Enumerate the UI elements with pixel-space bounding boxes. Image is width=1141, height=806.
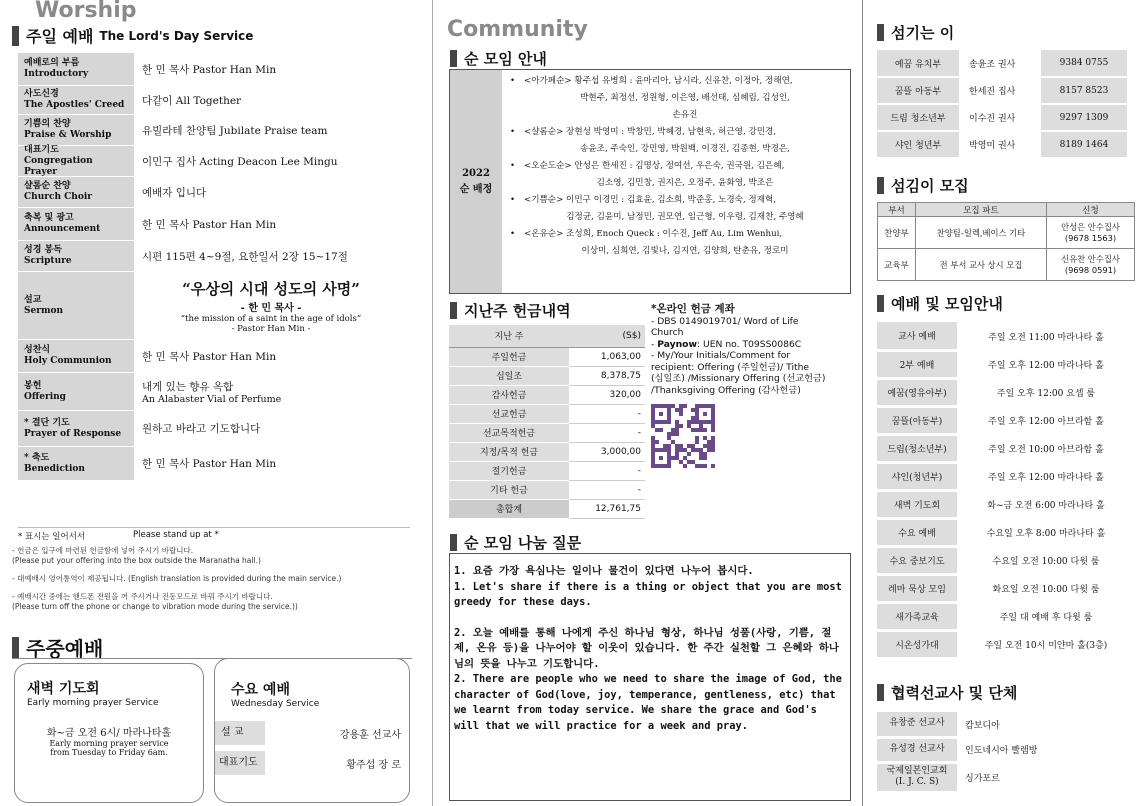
meeting-name: 수요 중보기도 bbox=[877, 546, 957, 574]
item-value: 예배자 입니다 bbox=[142, 186, 207, 199]
offering-row bbox=[449, 366, 645, 385]
meeting-row bbox=[877, 630, 1135, 658]
item-label-ko: * 결단 기도 bbox=[24, 417, 70, 428]
meeting-name: 교사 예배 bbox=[877, 322, 957, 350]
sermon-pastor: - 한 민 목사 - bbox=[240, 302, 302, 314]
meeting-time: 수요일 오전 10:00 다윗 룸 bbox=[992, 556, 1100, 567]
item-value: 내게 있는 향유 옥합 bbox=[142, 380, 234, 393]
group-entry bbox=[506, 158, 846, 192]
offering-type: 선교헌금 bbox=[449, 404, 569, 423]
item-label-ko: 대표기도 bbox=[24, 144, 59, 155]
server-row bbox=[877, 104, 1127, 131]
recruit-part: 찬양팀-일렉,베이스 기타 bbox=[916, 217, 1047, 249]
item-label-ko: 예배로의 부름 bbox=[24, 58, 80, 68]
item-value: 한 민 목사 Pastor Han Min bbox=[142, 350, 277, 363]
item-label-en: Prayer of Response bbox=[24, 428, 122, 439]
group-title: 순 모임 안내 bbox=[450, 48, 547, 69]
server-cell: 샤인 청년부 bbox=[877, 131, 959, 158]
group-entry bbox=[506, 226, 846, 260]
sermon-title-en: “the mission of a saint in the age of idols” bbox=[180, 313, 362, 324]
server-cell: 9384 0755 bbox=[1041, 50, 1127, 77]
meeting-time: 화요일 오전 10:00 다윗 룸 bbox=[992, 584, 1100, 595]
item-label-ko: 성찬식 bbox=[24, 345, 51, 355]
meeting-name: 2부 예배 bbox=[877, 350, 957, 378]
bullet-icon: • bbox=[510, 127, 516, 137]
item-label-ko: 샬롬순 찬양 bbox=[24, 181, 71, 191]
meeting-row bbox=[877, 406, 1135, 434]
recruit-title: 섬김이 모집 bbox=[877, 175, 969, 196]
group-entry bbox=[506, 124, 846, 158]
server-row bbox=[877, 77, 1127, 104]
item-label-en: Announcement bbox=[24, 224, 101, 234]
meeting-name: 수요 예배 bbox=[877, 518, 957, 546]
group-line: 송윤조, 주숙인, 강민영, 박원백, 이경진, 김종현, 박경은, bbox=[580, 144, 790, 154]
item-label-en: Congregation Prayer bbox=[24, 155, 93, 177]
sermon-item bbox=[18, 272, 408, 340]
servers-table bbox=[877, 50, 1127, 159]
order-item bbox=[18, 340, 408, 373]
mission-name: 유창준 선교사 bbox=[877, 712, 957, 737]
column-divider bbox=[432, 0, 433, 806]
meeting-row bbox=[877, 546, 1135, 574]
meeting-time: 주일 오전 10시 미얀마 홀(3층) bbox=[984, 640, 1108, 651]
item-value: 시편 115편 4~9절, 요한일서 2장 15~17절 bbox=[142, 250, 348, 263]
offering-row bbox=[449, 385, 645, 404]
recruit-dept: 교육부 bbox=[878, 249, 916, 281]
meeting-name: 샤인(청년부) bbox=[877, 462, 957, 490]
order-item bbox=[18, 86, 408, 115]
bullet-icon: • bbox=[510, 229, 516, 239]
offering-type: 선교목적헌금 bbox=[449, 423, 569, 442]
recruit-row bbox=[878, 249, 1135, 281]
meeting-time: 주일 오후 12:00 아브라함 홀 bbox=[988, 416, 1104, 427]
server-cell: 이수진 권사 bbox=[959, 104, 1041, 131]
community-heading: Community bbox=[447, 17, 588, 42]
servers-title: 섬기는 이 bbox=[877, 22, 954, 43]
item-value-en: An Alabaster Vial of Perfume bbox=[142, 393, 282, 405]
info-column bbox=[862, 0, 1141, 806]
item-label-ko: 기쁨의 찬양 bbox=[24, 119, 71, 129]
group-line: <샬롬순> 장현성 박영미 : 박창민, 박혜경, 남현욱, 허근영, 강민경, bbox=[524, 127, 777, 137]
bullet-icon: • bbox=[510, 195, 516, 205]
group-line: <아가페순> 황주섭 유병희 : 윤마리아, 남시라, 신유찬, 이정아, 정해연, bbox=[524, 76, 793, 86]
item-label-en: Praise & Worship bbox=[24, 130, 112, 140]
meeting-time: 주일 대 예배 후 다윗 룸 bbox=[999, 612, 1093, 623]
meeting-name: 예꿈(영유아부) bbox=[877, 378, 957, 406]
meeting-row bbox=[877, 462, 1135, 490]
sermon-pastor-en: - Pastor Han Min - bbox=[231, 323, 311, 334]
meeting-row bbox=[877, 350, 1135, 378]
meeting-time: 주일 오후 12:00 요셉 룸 bbox=[996, 388, 1096, 399]
mission-name: 국제일본인교회 (I. J. C. S) bbox=[877, 762, 957, 792]
item-label-ko: * 축도 bbox=[24, 452, 50, 463]
order-item bbox=[18, 411, 408, 447]
item-label-en: Introductory bbox=[24, 69, 89, 79]
share-title: 순 모임 나눔 질문 bbox=[450, 532, 581, 553]
col-head: 지난 주 bbox=[449, 325, 569, 347]
recruit-table bbox=[877, 202, 1135, 281]
meeting-row bbox=[877, 322, 1135, 350]
offering-type: 주일헌금 bbox=[449, 347, 569, 366]
bullet-icon: • bbox=[510, 76, 516, 86]
meeting-time: 주일 오후 12:00 마라나타 홀 bbox=[988, 472, 1104, 483]
meeting-name: 시온성가대 bbox=[877, 630, 957, 658]
order-item bbox=[18, 53, 408, 86]
meeting-name: 꿈뜰(아동부) bbox=[877, 406, 957, 434]
service-notes: - 헌금은 입구에 마련된 헌금함에 넣어 주시기 바랍니다. (Please put your offering into the box outside the Maranatha hall.) - 대예배시 영어통역이 제공됩니다. (English translation is provided during the main service.) - 예배시간 중에는 핸드폰 전원을 꺼 주시거나 진동모드로 바꿔 주시기 바랍니다. (Please turn off the phone or change to vibration mode during the service.)) bbox=[12, 546, 342, 611]
item-value: 유빌라테 찬양팀 Jubilate Praise team bbox=[142, 124, 328, 137]
group-line: 김정균, 김윤미, 남정민, 권모연, 임근형, 이우령, 김재찬, 주영혜 bbox=[566, 212, 804, 222]
meeting-name: 새벽 기도회 bbox=[877, 490, 957, 518]
group-entry bbox=[506, 73, 846, 124]
wednesday-box: 수요 예배 Wednesday Service 설 교 강용훈 선교사 대표기도 황주섭 장 로 bbox=[214, 658, 410, 803]
order-item bbox=[18, 146, 408, 177]
offering-type: 기타 헌금 bbox=[449, 480, 569, 499]
offering-amount: - bbox=[569, 423, 645, 442]
recruit-row bbox=[878, 217, 1135, 249]
meeting-time: 수요일 오후 8:00 마라나타 홀 bbox=[986, 528, 1106, 539]
offering-amount: 320,00 bbox=[569, 385, 645, 404]
item-value: 원하고 바라고 기도합니다 bbox=[142, 423, 261, 435]
item-label-ko: 성경 봉독 bbox=[24, 245, 62, 255]
weekday-title: 주중예배 bbox=[12, 633, 103, 662]
server-cell: 8189 1464 bbox=[1041, 131, 1127, 158]
group-line: <오순도순> 안성은 한세진 : 김명상, 정여선, 우은숙, 권국원, 김은혜, bbox=[524, 161, 785, 171]
order-item bbox=[18, 241, 408, 272]
community-column bbox=[445, 0, 855, 806]
group-line: 손유진 bbox=[672, 110, 698, 120]
meeting-row bbox=[877, 378, 1135, 406]
meeting-name: 레마 묵상 모임 bbox=[877, 574, 957, 602]
offering-amount: 8,378,75 bbox=[569, 366, 645, 385]
offering-row bbox=[449, 423, 645, 442]
sermon-label-en: Sermon bbox=[24, 305, 64, 316]
group-line: <기쁨순> 이민구 이경민 : 김효윤, 김소희, 박준홍, 노경숙, 정재혁, bbox=[524, 195, 777, 205]
server-row bbox=[877, 50, 1127, 77]
server-cell: 드림 청소년부 bbox=[877, 104, 959, 131]
order-item bbox=[18, 177, 408, 208]
online-offering: *온라인 헌금 계좌 - DBS 0149019701/ Word of Life Church - Paynow: UEN no. T09SS0086C - My/Your Initials/Comment for recipient: Offering (주일헌금)/ Tithe (십일조) /Missionary Offering (선교헌금) /Thanksgiving Offering (감사헌금) bbox=[651, 304, 851, 468]
mission-name: 유성경 선교사 bbox=[877, 737, 957, 762]
server-row bbox=[877, 131, 1127, 158]
group-entry bbox=[506, 192, 846, 226]
item-value: 이민구 집사 Acting Deacon Lee Mingu bbox=[142, 155, 338, 168]
item-label-en: Holy Communion bbox=[24, 356, 112, 366]
meeting-name: 새가족교육 bbox=[877, 602, 957, 630]
mission-location: 캄보디아 bbox=[965, 721, 1000, 731]
meeting-row bbox=[877, 434, 1135, 462]
server-cell: 8157 8523 bbox=[1041, 77, 1127, 104]
item-label-ko: 봉헌 bbox=[24, 380, 42, 391]
offering-row bbox=[449, 461, 645, 480]
offering-amount: - bbox=[569, 461, 645, 480]
meeting-time: 화~금 오전 6:00 마라나타 홀 bbox=[987, 500, 1105, 511]
meeting-time: 주일 오후 12:00 마라나타 홀 bbox=[988, 360, 1104, 371]
mission-row bbox=[877, 737, 1135, 762]
sermon-title: “우상의 시대 성도의 사명” bbox=[182, 279, 360, 298]
recruit-phone: (9678 1563) bbox=[1064, 232, 1117, 243]
mission-row bbox=[877, 762, 1135, 792]
offering-amount: - bbox=[569, 480, 645, 499]
item-value: 다같이 All Together bbox=[142, 94, 242, 107]
offering-type: 감사헌금 bbox=[449, 385, 569, 404]
server-cell: 송윤조 권사 bbox=[959, 50, 1041, 77]
recruit-contact: 신유찬 안수집사 bbox=[1061, 253, 1120, 264]
missions-table bbox=[877, 712, 1135, 794]
server-cell: 박영미 권사 bbox=[959, 131, 1041, 158]
meetings-table bbox=[877, 322, 1135, 660]
mission-location: 싱가포르 bbox=[965, 773, 1000, 784]
stand-note: * 표시는 일어서서 Please stand up at * bbox=[18, 527, 410, 542]
group-line: 김소영, 김민창, 권지은, 오정주, 윤화영, 박조은 bbox=[596, 178, 774, 188]
meeting-name: 드림(청소년부) bbox=[877, 434, 957, 462]
sermon-label-ko: 설교 bbox=[24, 294, 42, 305]
missions-title: 협력선교사 및 단체 bbox=[877, 682, 1017, 703]
item-label-ko: 축복 및 광고 bbox=[24, 213, 74, 223]
order-item bbox=[18, 447, 408, 481]
offering-row bbox=[449, 347, 645, 366]
offering-row bbox=[449, 480, 645, 499]
offering-type: 총합계 bbox=[449, 499, 569, 518]
group-line: <온유순> 조성희, Enoch Queck : 이수진, Jeff Au, Lim Wenhui, bbox=[524, 229, 783, 239]
mission-location: 인도네시아 빨렘방 bbox=[965, 746, 1038, 756]
order-of-service bbox=[18, 53, 408, 481]
server-cell: 예꿈 유치부 bbox=[877, 50, 959, 77]
recruit-dept: 찬양부 bbox=[878, 217, 916, 249]
server-cell: 9297 1309 bbox=[1041, 104, 1127, 131]
bullet-icon: • bbox=[510, 161, 516, 171]
item-label-ko: 사도신경 bbox=[24, 89, 59, 99]
item-value: 한 민 목사 Pastor Han Min bbox=[142, 63, 277, 76]
worship-column bbox=[0, 0, 422, 806]
item-value: 한 민 목사 Pastor Han Min bbox=[142, 458, 277, 470]
offering-title: 지난주 헌금내역 bbox=[450, 300, 571, 321]
recruit-part: 전 부서 교사 상시 모집 bbox=[916, 249, 1047, 281]
offering-amount: 3,000,00 bbox=[569, 442, 645, 461]
item-label-en: Benediction bbox=[24, 463, 85, 474]
service-title: 주일 예배 The Lord's Day Service bbox=[12, 24, 253, 47]
offering-type: 절기헌금 bbox=[449, 461, 569, 480]
offering-row bbox=[449, 442, 645, 461]
qr-code-icon bbox=[651, 404, 715, 468]
item-value: 한 민 목사 Pastor Han Min bbox=[142, 218, 277, 231]
item-label-en: Scripture bbox=[24, 256, 72, 266]
server-cell: 한세진 집사 bbox=[959, 77, 1041, 104]
offering-row bbox=[449, 499, 645, 518]
group-line: 이상미, 심희연, 김빛나, 김지연, 김양희, 탄춘유, 정로미 bbox=[581, 246, 789, 256]
group-line: 박현주, 최정선, 정원형, 이은영, 배선태, 심혜림, 김성인, bbox=[580, 93, 790, 103]
offering-type: 십일조 bbox=[449, 366, 569, 385]
recruit-head: 부서 bbox=[878, 203, 916, 217]
meeting-row bbox=[877, 574, 1135, 602]
worship-heading: Worship bbox=[35, 0, 137, 23]
meeting-row bbox=[877, 602, 1135, 630]
offering-table bbox=[449, 325, 645, 519]
group-table: 2022 순 배정 • <아가페순> 황주섭 유병희 : 윤마리아, 남시라, 신유찬, 이정아, 정해연, 박현주, 최정선, 정원형, 이은영, 배선태, 심혜림, 김성인, 손유진 • <샬롬순> 장현성 박영미 : 박창민, 박혜경, 남현욱, 허근영, 강민경, 송윤조, 주숙인, 강민영, 박원백, 이경진, 김종현, 박경은, • <오순도순> 안성은 한세진 : 김명상, 정여선, 우은숙, 권국원, 김은혜, 김소영, 김민창, 권지은, 오정주, 윤화영, 박조은 • <기쁨순> 이민구 이경민 : 김효윤, 김소희, 박준홍, 노경숙, 정재혁, 김정균, 김윤미, 남정민, 권모연, 임근형, 이우령, 김재찬, 주영혜 • <온유순> 조성희, Enoch Queck : 이수진, Jeff Au, Lim Wenhui, 이상미, 심희연, 김빛나, 김지연, 김양희, 탄춘유, 정로미 bbox=[449, 69, 851, 294]
offering-amount: - bbox=[569, 404, 645, 423]
meeting-row bbox=[877, 490, 1135, 518]
item-label-en: Church Choir bbox=[24, 192, 93, 202]
order-item bbox=[18, 208, 408, 241]
mission-row bbox=[877, 712, 1135, 737]
offering-type: 지정/목적 헌금 bbox=[449, 442, 569, 461]
dawn-prayer-box: 새벽 기도회 Early morning prayer Service 화~금 오전 6시/ 마라나타홀 Early morning prayer service from Tuesday to Friday 6am. bbox=[14, 663, 204, 803]
offering-row bbox=[449, 404, 645, 423]
meeting-time: 주일 오전 10:00 아브라함 홀 bbox=[988, 444, 1104, 455]
meetings-title: 예배 및 모임안내 bbox=[877, 293, 1003, 314]
meeting-time: 주일 오전 11:00 마라나타 홀 bbox=[988, 332, 1104, 343]
offering-amount: 1,063,00 bbox=[569, 347, 645, 366]
item-label-en: Offering bbox=[24, 391, 66, 402]
col-head: (S$) bbox=[569, 325, 645, 347]
recruit-phone: (9698 0591) bbox=[1064, 264, 1117, 275]
meeting-row bbox=[877, 518, 1135, 546]
recruit-head: 모집 파트 bbox=[916, 203, 1047, 217]
recruit-head: 신청 bbox=[1047, 203, 1135, 217]
order-item bbox=[18, 373, 408, 411]
server-cell: 꿈뜰 아동부 bbox=[877, 77, 959, 104]
order-item bbox=[18, 115, 408, 146]
offering-amount: 12,761,75 bbox=[569, 499, 645, 518]
item-label-en: The Apostles' Creed bbox=[24, 100, 125, 110]
recruit-contact: 안성은 안수집사 bbox=[1061, 221, 1120, 232]
share-questions: 1. 요즘 가장 욕심나는 일이나 물건이 있다면 나누어 봅시다. 1. Let's share if there is a thing or object that you are most greedy for these days. 2. 오늘 예배를 통해 나에게 주신 하나님 형상, 하나님 성품(사랑, 기쁨, 절제, 온유 등)을 나누어야 할 이웃이 있습니다. 한 주간 실천할 그 은혜와 하나님의 뜻을 나누고 기도합니다. 2. There are people who we need to share the image of God, the character of God(love, joy, temperance, gentleness, etc) that we learnt from today service. We share the grace and God's will that we will practice for a week and pray. bbox=[449, 553, 851, 801]
